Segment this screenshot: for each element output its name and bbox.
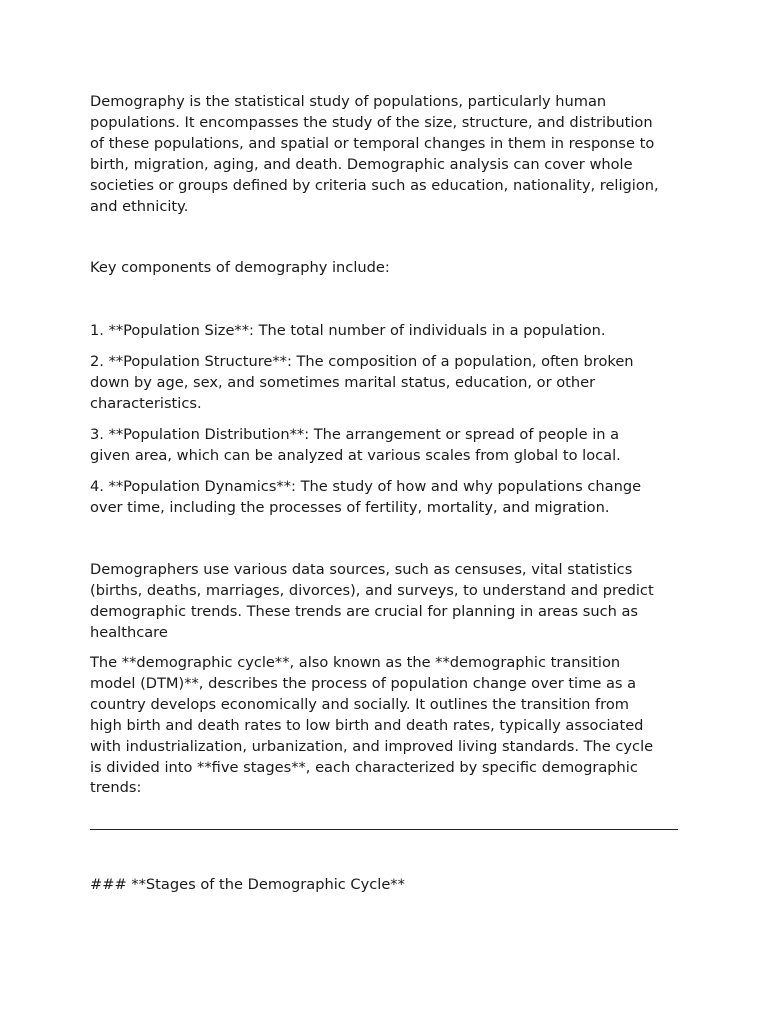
stages-heading: ### **Stages of the Demographic Cycle** (90, 876, 405, 893)
horizontal-divider (90, 829, 678, 830)
component-item-population-distribution: 3. **Population Distribution**: The arrangement or spread of people in a given area, which can be analyzed at various scales from global to local. (90, 426, 621, 464)
intro-paragraph: Demography is the statistical study of populations, particularly human populations. It encompasses the study of the size, structure, and distribution of these populations, and spatial or temporal changes in them in response to birth, migration, aging, and death. Demographic analysis can cover whole societies or groups defined by criteria such as education, nationality, religion, and ethnicity. (90, 93, 659, 215)
key-components-heading: Key components of demography include: (90, 259, 390, 276)
component-item-population-dynamics: 4. **Population Dynamics**: The study of how and why populations change over time, including the processes of fertility, mortality, and migration. (90, 478, 642, 516)
demographic-cycle-paragraph: The **demographic cycle**, also known as the **demographic transition model (DTM)**, describes the process of population change over time as a country develops economically and socially. It outlines the transition from high birth and death rates to low birth and death rates, typically associated with industrialization, urbanization, and improved living standards. The cycle is divided into **five stages**, each characterized by specific demographic trends: (90, 654, 654, 797)
data-sources-paragraph: Demographers use various data sources, such as censuses, vital statistics (births, deaths, marriages, divorces), and surveys, to understand and predict demographic trends. These trends are crucial for planning in areas such as healthcare (90, 561, 654, 641)
component-item-population-structure: 2. **Population Structure**: The composition of a population, often broken down by age, sex, and sometimes marital status, education, or other characteristics. (90, 353, 634, 412)
component-item-population-size: 1. **Population Size**: The total number of individuals in a population. (90, 322, 606, 339)
